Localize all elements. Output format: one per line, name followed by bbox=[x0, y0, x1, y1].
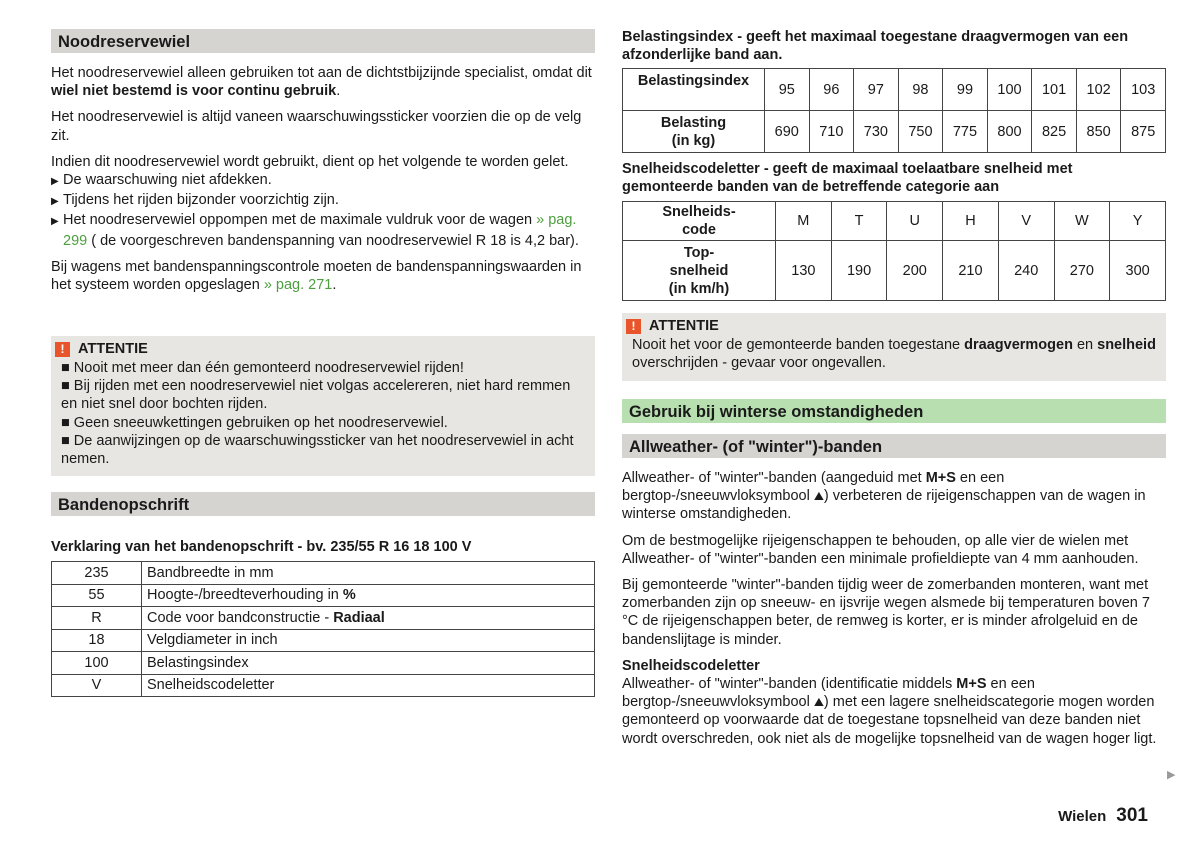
paragraph: Bij gemonteerde "winter"-banden tijdig weer de zomerbanden monteren, want met zomerbanden zijn op sneeuw- en ijsvrije wegen alsmede bij temperaturen boven 7 °C de rijeigenschappen beter, de remweg is korter, er is minder afrolgeluid en de bandenslijtage is minder. bbox=[622, 577, 1150, 648]
table-row: Belastingsindex 95 96 97 98 99 100 101 102 103 bbox=[623, 69, 1166, 111]
snelheidscode-table bbox=[622, 201, 1166, 301]
table-row: 100 Belastingsindex bbox=[52, 652, 595, 675]
snelheid-heading: Snelheidscodeletter - geeft de maximaal toelaatbare snelheid met gemonteerde banden van de betreffende categorie aan bbox=[622, 161, 1073, 196]
attentie-title: ! ATTENTIE bbox=[61, 340, 585, 358]
paragraph: Bij wagens met bandenspanningscontrole moeten de bandenspanningswaarden in het systeem worden opgeslagen » pag. 271. bbox=[51, 258, 582, 294]
paragraph: Indien dit noodreservewiel wordt gebruikt, dient op het volgende te worden gelet. bbox=[51, 153, 569, 170]
attentie-item: ■ Geen sneeuwkettingen gebruiken op het noodreservewiel. bbox=[61, 414, 448, 431]
mountain-snowflake-icon: ⛰ bbox=[813, 489, 824, 504]
table-row: R Code voor bandconstructie - Radiaal bbox=[52, 607, 595, 630]
attentie-item: ■ Bij rijden met een noodreservewiel niet volgas accelereren, niet hard remmen en niet snel door bochten rijden. bbox=[61, 378, 571, 413]
bullet-item: ▶ Tijdens het rijden bijzonder voorzichtig zijn. bbox=[51, 191, 595, 211]
page-footer bbox=[1058, 805, 1148, 827]
square-bullet-icon: ■ bbox=[61, 360, 70, 376]
attentie-title: ! ATTENTIE bbox=[632, 317, 1156, 335]
table-row: 55 Hoogte-/breedteverhouding in % bbox=[52, 584, 595, 607]
square-bullet-icon: ■ bbox=[61, 378, 70, 395]
paragraph: Het noodreservewiel alleen gebruiken tot aan de dichtstbijzijnde specialist, omdat dit wiel niet bestemd is voor continu gebruik. bbox=[51, 65, 592, 100]
bullet-item: ▶ De waarschuwing niet afdekken. bbox=[51, 171, 595, 191]
section-header-winter: Gebruik bij winterse omstandigheden bbox=[622, 399, 1166, 425]
continue-arrow-icon: ▶ bbox=[1167, 769, 1176, 781]
paragraph-title: Snelheidscodeletter bbox=[622, 657, 760, 674]
bandenopschrift-table bbox=[51, 561, 595, 697]
belastingsindex-table bbox=[622, 68, 1166, 153]
triangle-bullet-icon: ▶ bbox=[51, 176, 59, 188]
table-row: 18 Velgdiameter in inch bbox=[52, 629, 595, 652]
triangle-bullet-icon: ▶ bbox=[51, 196, 59, 208]
table-row: Top- snelheid (in km/h) 130 190 200 210 240 270 300 bbox=[623, 241, 1166, 301]
section-header-bandenopschrift: Bandenopschrift bbox=[51, 492, 595, 518]
noodreservewiel-text bbox=[51, 64, 595, 294]
attentie-item: ■ De aanwijzingen op de waarschuwingssticker van het noodreservewiel in acht nemen. bbox=[61, 432, 574, 468]
table-row: Snelheids- code M T U H V W Y bbox=[623, 202, 1166, 241]
paragraph: Allweather- of "winter"-banden (identificatie middels M+S en een bergtop-/sneeuwvloksymbool ⛰) met een lagere snelheidscategorie mogen worden gemonteerd op voorwaarde dat de toegestane topsnelheid van deze banden niet wordt overschreden, ook niet als de mogelijke topsnelheid van de wagen hoger ligt. bbox=[622, 676, 1157, 747]
attentie-box bbox=[51, 336, 595, 476]
square-bullet-icon: ■ bbox=[61, 414, 70, 431]
subsection-header-allweather: Allweather- (of "winter")-banden bbox=[622, 434, 1166, 460]
mountain-snowflake-icon: ⛰ bbox=[813, 695, 824, 710]
table-row: Belasting (in kg) 690 710 730 750 775 800 825 850 875 bbox=[623, 111, 1166, 153]
paragraph: Om de bestmogelijke rijeigenschappen te behouden, op alle vier de wielen met Allweather- of "winter"-banden een minimale profieldiepte van 4 mm aanhouden. bbox=[622, 532, 1139, 567]
page-number: 301 bbox=[1116, 805, 1148, 826]
warning-icon: ! bbox=[626, 319, 641, 334]
winter-text bbox=[622, 469, 1166, 748]
section-name: Wielen bbox=[1058, 808, 1107, 825]
table-caption: Verklaring van het bandenopschrift - bv. 235/55 R 16 18 100 V bbox=[51, 539, 472, 555]
paragraph: Allweather- of "winter"-banden (aangeduid met M+S en een bergtop-/sneeuwvloksymbool ⛰) verbeteren de rijeigenschappen van de wagen in winterse omstandigheden. bbox=[622, 470, 1146, 523]
bullet-item: ▶ Het noodreservewiel oppompen met de maximale vuldruk voor de wagen » pag. 299 ( de voorgeschreven bandenspanning van noodreservewiel R 18 is 4,2 bar). bbox=[51, 212, 579, 249]
attentie-text: Nooit het voor de gemonteerde banden toegestane draagvermogen en snelheid overschrijden - gevaar voor ongevallen. bbox=[632, 337, 1156, 372]
page-link[interactable]: » pag. 299 bbox=[63, 212, 577, 249]
paragraph: Het noodreservewiel is altijd vaneen waarschuwingssticker voorzien die op de velg zit. bbox=[51, 109, 582, 144]
page-link[interactable]: » pag. 271 bbox=[263, 277, 333, 294]
attentie-item: ■ Nooit met meer dan één gemonteerd noodreservewiel rijden! bbox=[61, 360, 464, 376]
table-row: V Snelheidscodeletter bbox=[52, 674, 595, 697]
section-header-noodreservewiel: Noodreservewiel bbox=[51, 29, 595, 55]
attentie-box bbox=[622, 313, 1166, 381]
table-row: 235 Bandbreedte in mm bbox=[52, 562, 595, 585]
warning-icon: ! bbox=[55, 342, 70, 357]
square-bullet-icon: ■ bbox=[61, 432, 70, 449]
belasting-heading: Belastingsindex - geeft het maximaal toegestane draagvermogen van een afzonderlijke band aan. bbox=[622, 29, 1129, 64]
triangle-bullet-icon: ▶ bbox=[51, 216, 59, 228]
